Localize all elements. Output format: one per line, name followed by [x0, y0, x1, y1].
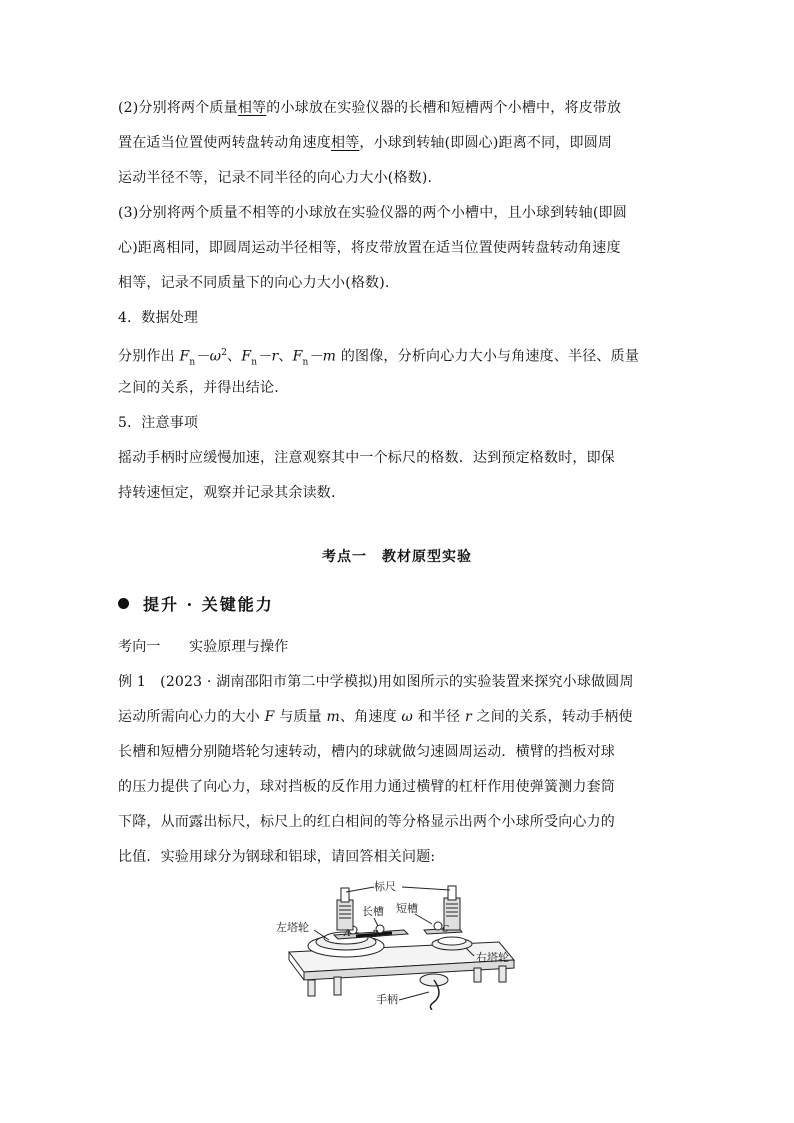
step3-line-3: 相等，记录不同质量下的向心力大小(格数). — [118, 275, 390, 291]
example-line-2: 运动所需向心力的大小 F 与质量 m、角速度 ω 和半径 r 之间的关系，转动手柄使 — [118, 709, 633, 725]
label-handle: 手柄 — [376, 993, 398, 1006]
direction-label: 考向一 实验原理与操作 — [118, 639, 289, 655]
label-short-groove: 短槽 — [396, 902, 418, 915]
label-c: C — [442, 925, 449, 935]
step2-line-1: (2)分别将两个质量相等的小球放在实验仪器的长槽和短槽两个小槽中，将皮带放 — [118, 100, 622, 116]
sec5-heading: 5．注意事项 — [118, 415, 199, 431]
underlined-term: 相等 — [237, 100, 267, 116]
example-line-1: 例 1 (2023 · 湖南邵阳市第二中学模拟)用如图所示的实验装置来探究小球做圆周 — [118, 674, 634, 690]
label-long-groove: 长槽 — [362, 905, 384, 918]
bullet-dot-icon — [118, 598, 129, 609]
apparatus-figure — [274, 880, 524, 1010]
sec4-heading: 4．数据处理 — [118, 310, 199, 326]
label-b: B — [372, 930, 379, 940]
label-right-tower: 右塔轮 — [476, 951, 509, 964]
example-line-3: 长槽和短槽分别随塔轮匀速转动，槽内的球就做匀速圆周运动．横臂的挡板对球 — [118, 744, 615, 760]
section-title: 考点一 教材原型实验 — [322, 549, 472, 565]
step2-line-2: 置在适当位置使两转盘转动角速度相等，小球到转轴(即圆心)距离不同，即圆周 — [118, 135, 613, 151]
sec4-line-1: 分别作出 $F_n-\omega^2$、$F_n-r$、$F_n-m$ 的图像，分析向心力大小与角速度、半径、质量 — [118, 348, 640, 368]
example-line-4: 的压力提供了向心力，球对挡板的反作用力通过横臂的杠杆作用使弹簧测力套筒 — [118, 779, 615, 795]
sec5-line-1: 摇动手柄时应缓慢加速，注意观察其中一个标尺的格数．达到预定格数时，即保 — [118, 450, 615, 466]
label-a: A — [344, 929, 351, 939]
label-ruler: 标尺 — [374, 880, 396, 893]
subsection-heading: 提升 · 关键能力 — [118, 592, 274, 615]
sec4-line-2: 之间的关系，并得出结论. — [118, 380, 279, 396]
sec5-line-2: 持转速恒定，观察并记录其余读数. — [118, 485, 336, 501]
label-left-tower: 左塔轮 — [276, 921, 309, 934]
example-line-6: 比值．实验用球分为钢球和铝球，请回答相关问题: — [118, 849, 436, 865]
step3-line-2: 心)距离相同，即圆周运动半径相等，将皮带放置在适当位置使两转盘转动角速度 — [118, 240, 621, 256]
example-line-5: 下降，从而露出标尺，标尺上的红白相间的等分格显示出两个小球所受向心力的 — [118, 814, 615, 830]
step2-line-3: 运动半径不等，记录不同半径的向心力大小(格数). — [118, 170, 433, 186]
step3-line-1: (3)分别将两个质量不相等的小球放在实验仪器的两个小槽中，且小球到转轴(即圆 — [118, 205, 627, 221]
underlined-term: 相等 — [331, 135, 360, 151]
